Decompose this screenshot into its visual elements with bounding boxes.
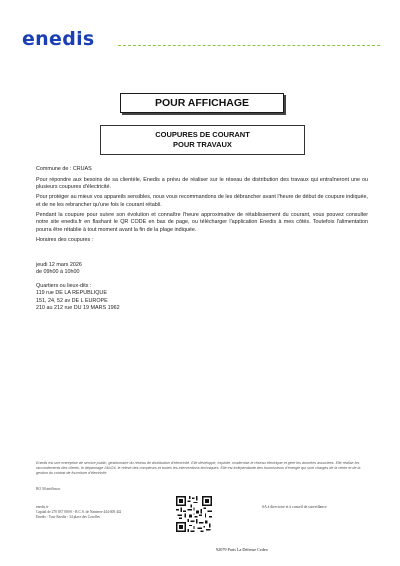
- address-item: 151, 24, 52 av DE L EUROPE: [36, 297, 108, 304]
- signature: BO Montélimar: [36, 487, 61, 491]
- qr-code-icon[interactable]: [176, 496, 212, 532]
- capital-line: Capital de 270 037 000 € - R.C.S. de Nanterre 444 608 442: [36, 510, 122, 514]
- notice-body: [36, 166, 368, 312]
- commune-line: Commune de : CRUAS: [36, 166, 92, 172]
- quartiers-label: Quartiers ou lieux-dits :: [36, 283, 92, 290]
- schedule-block: [36, 262, 368, 276]
- protection-paragraph: Pour protéger au mieux vos appareils sensibles, nous vous recommandons de les débrancher avant l'heure de début de coupure indiquée, et de ne les rebrancher qu'une fois le courant rétabli.: [36, 194, 368, 208]
- spacer: [36, 248, 368, 262]
- coupure-title-line2: POUR TRAVAUX: [173, 140, 232, 149]
- company-postcode: 92079 Paris La Défense Cedex: [216, 547, 268, 552]
- legal-notice: Enedis est une entreprise de service public, gestionnaire du réseau de distribution d'électricité. Elle développe, exploite, modernise le réseau électrique et gère les données associées. Elle réalise les raccordements des clients, le dépannage 24h/24, le relevé des compteurs et toutes les interventions techniques. Elle est indépendante des fournisseurs d'énergie qui sont chargés de la vente et de la gestion du contrat de fourniture d'électricité.: [36, 461, 361, 475]
- intro-paragraph: Pour répondre aux besoins de sa clientèle, Enedis a prévu de réaliser sur le réseau de distribution des travaux qui entraîneront une ou plusieurs coupures d'électricité.: [36, 176, 368, 190]
- logo-text: enedis: [22, 28, 95, 50]
- company-info: [36, 505, 121, 520]
- follow-paragraph: Pendant la coupure pour suivre son évolution et connaître l'heure approximative de rétablissement du courant, vous pouvez consulter notre site enedis.fr en flashant le QR CODE en bas de page, ou télécharger l'application Enedis à mes côtés. Toutefois l'alimentation pourra être rétablie à tout moment avant la fin de la plage indiquée.: [36, 212, 368, 233]
- affichage-title: POUR AFFICHAGE: [154, 97, 250, 109]
- website-link[interactable]: enedis.fr: [36, 505, 49, 509]
- coupure-hours: de 09h00 à 10h00: [36, 268, 80, 275]
- addresses-block: [36, 283, 368, 312]
- address-item: 119 rue DE LA REPUBLIQUE: [36, 290, 107, 297]
- horaires-label: Horaires des coupures :: [36, 237, 94, 244]
- address-item: 210 au 212 rue DU 19 MARS 1962: [36, 304, 120, 311]
- header-divider: [118, 45, 380, 46]
- coupure-date: jeudi 12 mars 2026: [36, 261, 82, 268]
- company-status: SA à directoire et à conseil de surveillance: [262, 505, 327, 509]
- enedis-logo: [22, 28, 95, 50]
- affichage-banner: [120, 93, 284, 113]
- coupure-title-line1: COUPURES DE COURANT: [155, 130, 250, 139]
- coupure-banner: [100, 125, 305, 155]
- address-line: Enedis - Tour Enedis - 34 place des Corolles: [36, 515, 100, 519]
